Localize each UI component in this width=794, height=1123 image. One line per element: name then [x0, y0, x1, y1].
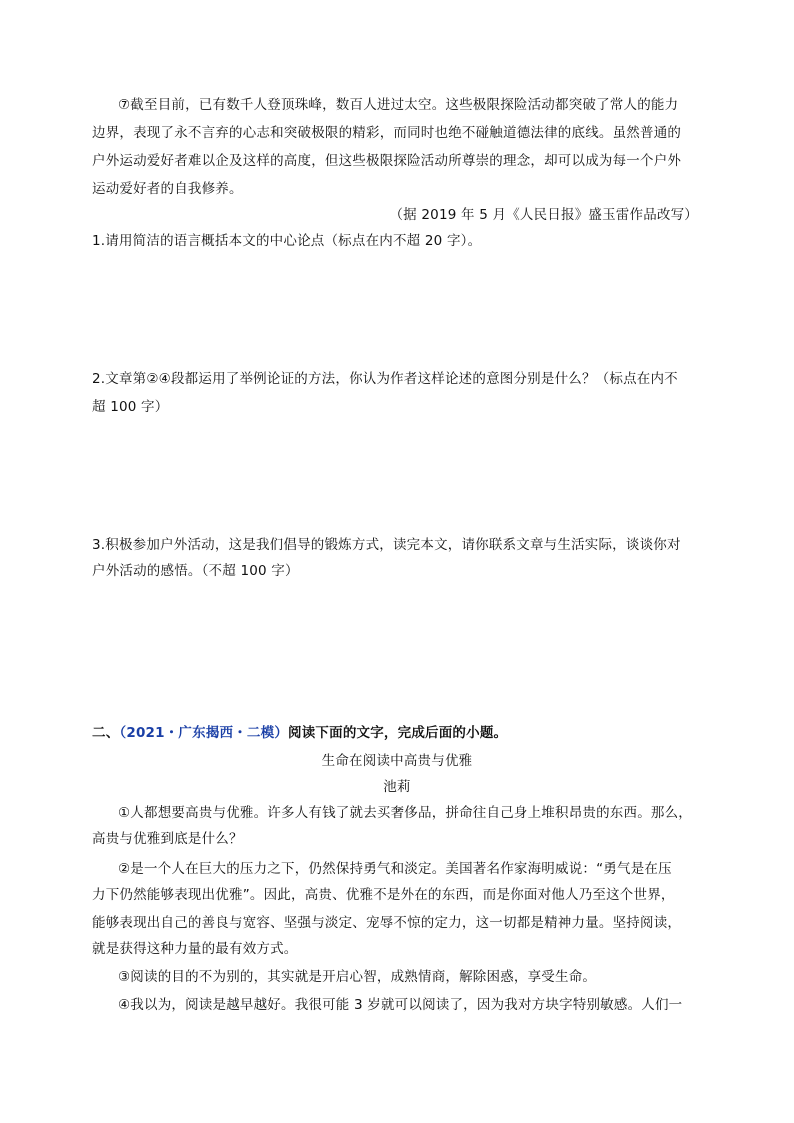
paragraph-7-line-1: ⑦截至目前，已有数千人登顶珠峰，数百人进过太空。这些极限探险活动都突破了常人的能力 — [118, 97, 679, 113]
question-2-line-1: 2.文章第②④段都运用了举例论证的方法，你认为作者这样论述的意图分别是什么？（标点在内不 — [92, 371, 678, 387]
question-1: 1.请用简洁的语言概括本文的中心论点（标点在内不超 20 字）。 — [92, 233, 482, 249]
article-paragraph-1-line-2: 高贵与优雅到底是什么？ — [92, 831, 243, 847]
article-paragraph-2-line-1: ②是一个人在巨大的压力之下，仍然保持勇气和淡定。美国著名作家海明威说：“勇气是在压 — [118, 861, 672, 877]
article-paragraph-4-line-1: ④我以为，阅读是越早越好。我很可能 3 岁就可以阅读了，因为我对方块字特别敏感。人们一 — [118, 997, 683, 1013]
article-paragraph-2-line-3: 能够表现出自己的善良与宽容、坚强与淡定、宠辱不惊的定力，这一切都是精神力量。坚持阅读， — [92, 915, 682, 931]
article-title: 生命在阅读中高贵与优雅 — [321, 753, 473, 769]
article-author: 池莉 — [383, 779, 411, 795]
paragraph-7-line-4: 运动爱好者的自我修养。 — [92, 181, 243, 197]
section-2-prefix: 二、 — [92, 725, 120, 741]
question-3-line-1: 3.积极参加户外活动，这是我们倡导的锻炼方式，读完本文，请你联系文章与生活实际，谈谈你对 — [92, 537, 681, 553]
article-paragraph-1-line-1: ①人都想要高贵与优雅。许多人有钱了就去买奢侈品，拼命往自己身上堆积昂贵的东西。那么， — [118, 805, 693, 821]
paragraph-7-line-2: 边界，表现了永不言弃的心志和突破极限的精彩，而同时也绝不碰触道德法律的底线。虽然普通的 — [92, 125, 682, 141]
article-paragraph-3: ③阅读的目的不为别的，其实就是开启心智，成熟情商，解除困惑，享受生命。 — [118, 969, 597, 985]
paragraph-7-line-3: 户外运动爱好者难以企及这样的高度，但这些极限探险活动所尊崇的理念，却可以成为每一个户外 — [92, 153, 682, 169]
article-paragraph-2-line-2: 力下仍然能够表现出优雅”。因此，高贵、优雅不是外在的东西，而是你面对他人乃至这个世界， — [92, 887, 675, 903]
article-paragraph-2-line-4: 就是获得这种力量的最有效方式。 — [92, 941, 298, 957]
section-2-source: （2021・广东揭西・二模） — [119, 725, 289, 741]
question-2-line-2: 超 100 字） — [92, 399, 169, 415]
question-3-line-2: 户外活动的感悟。（不超 100 字） — [92, 563, 299, 579]
section-2-instruction: 阅读下面的文字，完成后面的小题。 — [288, 725, 508, 741]
citation: （据 2019 年 5 月《人民日报》盛玉雷作品改写） — [389, 207, 698, 223]
section-2-heading — [92, 724, 507, 742]
